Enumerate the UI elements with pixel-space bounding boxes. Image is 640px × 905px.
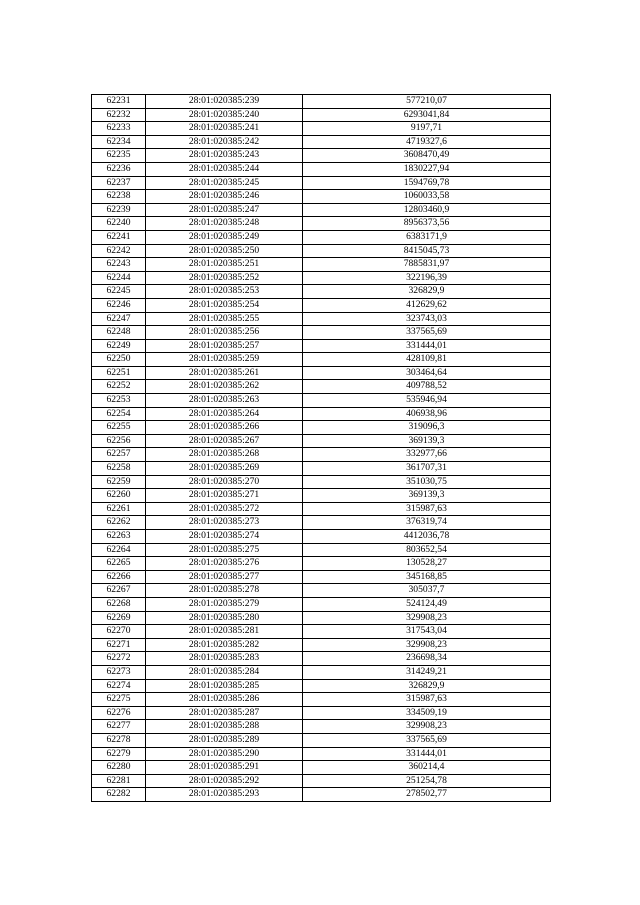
value-cell: 12803460,9 (303, 203, 551, 217)
table-row (92, 217, 551, 231)
table-row (92, 720, 551, 734)
table-row (92, 502, 551, 516)
table-row (92, 679, 551, 693)
value-cell: 6383171,9 (303, 230, 551, 244)
cadastral-number-cell: 28:01:020385:266 (146, 421, 303, 435)
table-row (92, 665, 551, 679)
cadastral-number-cell: 28:01:020385:249 (146, 230, 303, 244)
row-number-cell: 62266 (92, 570, 146, 584)
value-cell: 315987,63 (303, 502, 551, 516)
row-number-cell: 62277 (92, 720, 146, 734)
value-cell: 315987,63 (303, 693, 551, 707)
table-row (92, 475, 551, 489)
row-number-cell: 62239 (92, 203, 146, 217)
row-number-cell: 62254 (92, 407, 146, 421)
value-cell: 329908,23 (303, 720, 551, 734)
cadastral-number-cell: 28:01:020385:253 (146, 285, 303, 299)
value-cell: 535946,94 (303, 394, 551, 408)
row-number-cell: 62250 (92, 353, 146, 367)
cadastral-number-cell: 28:01:020385:277 (146, 570, 303, 584)
row-number-cell: 62282 (92, 788, 146, 802)
cadastral-number-cell: 28:01:020385:248 (146, 217, 303, 231)
cadastral-number-cell: 28:01:020385:262 (146, 380, 303, 394)
cadastral-number-cell: 28:01:020385:239 (146, 95, 303, 109)
row-number-cell: 62244 (92, 271, 146, 285)
value-cell: 4412036,78 (303, 530, 551, 544)
row-number-cell: 62275 (92, 693, 146, 707)
row-number-cell: 62273 (92, 665, 146, 679)
table-row (92, 312, 551, 326)
table-row (92, 285, 551, 299)
cadastral-number-cell: 28:01:020385:259 (146, 353, 303, 367)
cadastral-number-cell: 28:01:020385:276 (146, 557, 303, 571)
row-number-cell: 62237 (92, 176, 146, 190)
row-number-cell: 62263 (92, 530, 146, 544)
value-cell: 278502,77 (303, 788, 551, 802)
cadastral-number-cell: 28:01:020385:240 (146, 108, 303, 122)
cadastral-number-cell: 28:01:020385:288 (146, 720, 303, 734)
row-number-cell: 62247 (92, 312, 146, 326)
value-cell: 1060033,58 (303, 190, 551, 204)
row-number-cell: 62264 (92, 543, 146, 557)
row-number-cell: 62241 (92, 230, 146, 244)
cadastral-number-cell: 28:01:020385:269 (146, 462, 303, 476)
cadastral-number-cell: 28:01:020385:279 (146, 597, 303, 611)
value-cell: 317543,04 (303, 625, 551, 639)
row-number-cell: 62276 (92, 706, 146, 720)
table-row (92, 747, 551, 761)
cadastral-number-cell: 28:01:020385:272 (146, 502, 303, 516)
row-number-cell: 62245 (92, 285, 146, 299)
value-cell: 351030,75 (303, 475, 551, 489)
row-number-cell: 62270 (92, 625, 146, 639)
table-row (92, 366, 551, 380)
value-cell: 376319,74 (303, 516, 551, 530)
cadastral-number-cell: 28:01:020385:271 (146, 489, 303, 503)
table-row (92, 244, 551, 258)
cadastral-number-cell: 28:01:020385:268 (146, 448, 303, 462)
row-number-cell: 62252 (92, 380, 146, 394)
value-cell: 8415045,73 (303, 244, 551, 258)
cadastral-number-cell: 28:01:020385:282 (146, 638, 303, 652)
table-row (92, 543, 551, 557)
row-number-cell: 62243 (92, 258, 146, 272)
cadastral-number-cell: 28:01:020385:250 (146, 244, 303, 258)
cadastral-number-cell: 28:01:020385:287 (146, 706, 303, 720)
value-cell: 4719327,6 (303, 135, 551, 149)
row-number-cell: 62240 (92, 217, 146, 231)
value-cell: 251254,78 (303, 774, 551, 788)
row-number-cell: 62279 (92, 747, 146, 761)
value-cell: 331444,01 (303, 339, 551, 353)
cadastral-number-cell: 28:01:020385:256 (146, 326, 303, 340)
cadastral-number-cell: 28:01:020385:246 (146, 190, 303, 204)
value-cell: 329908,23 (303, 611, 551, 625)
cadastral-number-cell: 28:01:020385:264 (146, 407, 303, 421)
row-number-cell: 62248 (92, 326, 146, 340)
table-row (92, 162, 551, 176)
table-row (92, 448, 551, 462)
table-body (92, 95, 551, 802)
row-number-cell: 62257 (92, 448, 146, 462)
table-row (92, 625, 551, 639)
row-number-cell: 62268 (92, 597, 146, 611)
table-row (92, 652, 551, 666)
cadastral-number-cell: 28:01:020385:247 (146, 203, 303, 217)
table-row (92, 530, 551, 544)
row-number-cell: 62272 (92, 652, 146, 666)
table-row (92, 434, 551, 448)
table-row (92, 149, 551, 163)
cadastral-number-cell: 28:01:020385:244 (146, 162, 303, 176)
row-number-cell: 62278 (92, 733, 146, 747)
table-row (92, 135, 551, 149)
row-number-cell: 62256 (92, 434, 146, 448)
value-cell: 329908,23 (303, 638, 551, 652)
table-row (92, 203, 551, 217)
cadastral-number-cell: 28:01:020385:241 (146, 122, 303, 136)
row-number-cell: 62260 (92, 489, 146, 503)
cadastral-number-cell: 28:01:020385:284 (146, 665, 303, 679)
value-cell: 326829,9 (303, 285, 551, 299)
value-cell: 326829,9 (303, 679, 551, 693)
cadastral-number-cell: 28:01:020385:245 (146, 176, 303, 190)
value-cell: 337565,69 (303, 326, 551, 340)
cadastral-number-cell: 28:01:020385:267 (146, 434, 303, 448)
row-number-cell: 62262 (92, 516, 146, 530)
cadastral-number-cell: 28:01:020385:280 (146, 611, 303, 625)
value-cell: 361707,31 (303, 462, 551, 476)
row-number-cell: 62236 (92, 162, 146, 176)
value-cell: 337565,69 (303, 733, 551, 747)
cadastral-number-cell: 28:01:020385:257 (146, 339, 303, 353)
cadastral-number-cell: 28:01:020385:275 (146, 543, 303, 557)
table-row (92, 326, 551, 340)
value-cell: 577210,07 (303, 95, 551, 109)
cadastral-value-table (91, 94, 551, 802)
row-number-cell: 62234 (92, 135, 146, 149)
cadastral-number-cell: 28:01:020385:290 (146, 747, 303, 761)
cadastral-number-cell: 28:01:020385:273 (146, 516, 303, 530)
value-cell: 1830227,94 (303, 162, 551, 176)
value-cell: 319096,3 (303, 421, 551, 435)
table-row (92, 733, 551, 747)
cadastral-number-cell: 28:01:020385:278 (146, 584, 303, 598)
table-row (92, 638, 551, 652)
table-row (92, 339, 551, 353)
value-cell: 332977,66 (303, 448, 551, 462)
cadastral-number-cell: 28:01:020385:291 (146, 761, 303, 775)
value-cell: 323743,03 (303, 312, 551, 326)
value-cell: 8956373,56 (303, 217, 551, 231)
row-number-cell: 62249 (92, 339, 146, 353)
value-cell: 369139,3 (303, 489, 551, 503)
table-row (92, 597, 551, 611)
value-cell: 428109,81 (303, 353, 551, 367)
value-cell: 524124,49 (303, 597, 551, 611)
table-row (92, 380, 551, 394)
table-row (92, 176, 551, 190)
cadastral-number-cell: 28:01:020385:285 (146, 679, 303, 693)
row-number-cell: 62232 (92, 108, 146, 122)
value-cell: 322196,39 (303, 271, 551, 285)
table-row (92, 516, 551, 530)
value-cell: 412629,62 (303, 298, 551, 312)
table-row (92, 774, 551, 788)
row-number-cell: 62267 (92, 584, 146, 598)
value-cell: 360214,4 (303, 761, 551, 775)
table-row (92, 761, 551, 775)
value-cell: 345168,85 (303, 570, 551, 584)
cadastral-number-cell: 28:01:020385:281 (146, 625, 303, 639)
table-row (92, 353, 551, 367)
cadastral-number-cell: 28:01:020385:252 (146, 271, 303, 285)
row-number-cell: 62246 (92, 298, 146, 312)
value-cell: 1594769,78 (303, 176, 551, 190)
row-number-cell: 62235 (92, 149, 146, 163)
table-row (92, 298, 551, 312)
cadastral-number-cell: 28:01:020385:293 (146, 788, 303, 802)
row-number-cell: 62259 (92, 475, 146, 489)
cadastral-number-cell: 28:01:020385:261 (146, 366, 303, 380)
table-row (92, 95, 551, 109)
row-number-cell: 62269 (92, 611, 146, 625)
row-number-cell: 62281 (92, 774, 146, 788)
table-row (92, 394, 551, 408)
row-number-cell: 62255 (92, 421, 146, 435)
table-row (92, 190, 551, 204)
cadastral-number-cell: 28:01:020385:251 (146, 258, 303, 272)
row-number-cell: 62231 (92, 95, 146, 109)
table-row (92, 584, 551, 598)
value-cell: 803652,54 (303, 543, 551, 557)
value-cell: 9197,71 (303, 122, 551, 136)
value-cell: 406938,96 (303, 407, 551, 421)
value-cell: 305037,7 (303, 584, 551, 598)
value-cell: 6293041,84 (303, 108, 551, 122)
table-row (92, 271, 551, 285)
value-cell: 369139,3 (303, 434, 551, 448)
value-cell: 334509,19 (303, 706, 551, 720)
row-number-cell: 62242 (92, 244, 146, 258)
row-number-cell: 62280 (92, 761, 146, 775)
table-row (92, 489, 551, 503)
cadastral-number-cell: 28:01:020385:263 (146, 394, 303, 408)
cadastral-number-cell: 28:01:020385:283 (146, 652, 303, 666)
row-number-cell: 62261 (92, 502, 146, 516)
row-number-cell: 62258 (92, 462, 146, 476)
cadastral-number-cell: 28:01:020385:243 (146, 149, 303, 163)
table-row (92, 258, 551, 272)
cadastral-number-cell: 28:01:020385:286 (146, 693, 303, 707)
row-number-cell: 62251 (92, 366, 146, 380)
cadastral-number-cell: 28:01:020385:270 (146, 475, 303, 489)
cadastral-number-cell: 28:01:020385:292 (146, 774, 303, 788)
table-row (92, 407, 551, 421)
table-row (92, 570, 551, 584)
row-number-cell: 62233 (92, 122, 146, 136)
table-row (92, 611, 551, 625)
table-row (92, 788, 551, 802)
table-row (92, 557, 551, 571)
row-number-cell: 62238 (92, 190, 146, 204)
value-cell: 236698,34 (303, 652, 551, 666)
value-cell: 303464,64 (303, 366, 551, 380)
table-row (92, 462, 551, 476)
value-cell: 331444,01 (303, 747, 551, 761)
cadastral-number-cell: 28:01:020385:274 (146, 530, 303, 544)
value-cell: 409788,52 (303, 380, 551, 394)
cadastral-number-cell: 28:01:020385:242 (146, 135, 303, 149)
value-cell: 130528,27 (303, 557, 551, 571)
value-cell: 3608470,49 (303, 149, 551, 163)
cadastral-number-cell: 28:01:020385:254 (146, 298, 303, 312)
row-number-cell: 62253 (92, 394, 146, 408)
table-row (92, 108, 551, 122)
row-number-cell: 62274 (92, 679, 146, 693)
table-row (92, 706, 551, 720)
cadastral-number-cell: 28:01:020385:289 (146, 733, 303, 747)
row-number-cell: 62265 (92, 557, 146, 571)
cadastral-number-cell: 28:01:020385:255 (146, 312, 303, 326)
value-cell: 7885831,97 (303, 258, 551, 272)
table-row (92, 122, 551, 136)
table-row (92, 693, 551, 707)
table-row (92, 230, 551, 244)
row-number-cell: 62271 (92, 638, 146, 652)
value-cell: 314249,21 (303, 665, 551, 679)
table-row (92, 421, 551, 435)
